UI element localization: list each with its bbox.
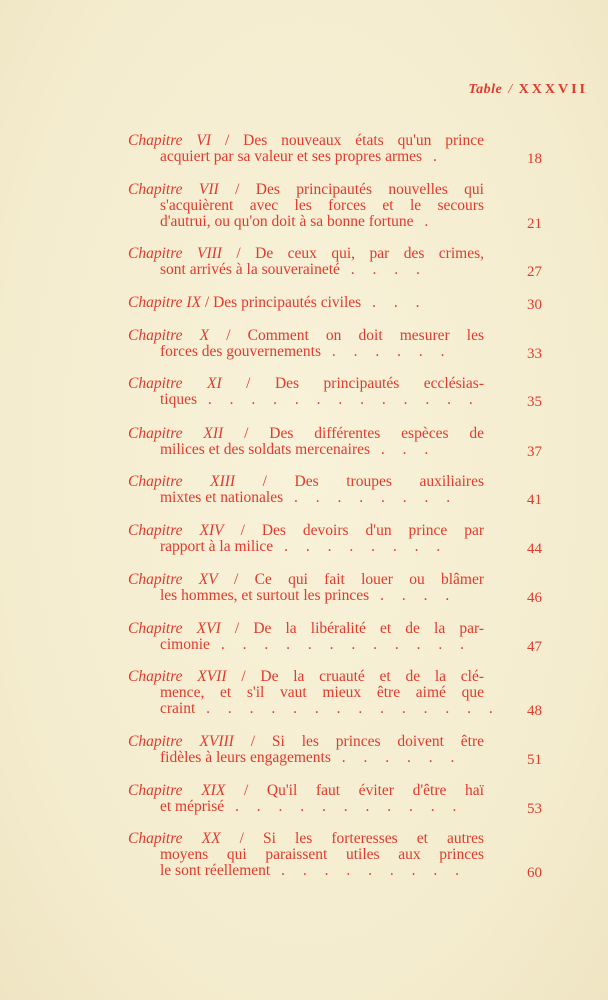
- page-number: 53: [527, 801, 542, 817]
- chapter-title-text: milices et des soldats mercenaires: [160, 441, 371, 458]
- chapter-separator: /: [233, 733, 272, 750]
- leader-dots: . . . . . .: [330, 749, 462, 766]
- header-slash: /: [508, 82, 513, 97]
- chapter-separator: /: [226, 668, 261, 685]
- chapter-label: Chapitre IX: [128, 294, 202, 311]
- page-number: 41: [527, 492, 542, 508]
- toc-entry-line: [160, 343, 484, 361]
- toc-entry-line: [160, 636, 484, 654]
- chapter-title-text: craint: [160, 700, 196, 717]
- chapter-title-text: le sont réellement: [160, 862, 271, 879]
- leader-dots: . . . . . . . . . . . .: [209, 636, 471, 653]
- leader-dots: . . . . . . . .: [273, 538, 448, 555]
- chapter-label: Chapitre XVII: [128, 668, 227, 685]
- leader-dots: .: [413, 213, 436, 230]
- toc-entry-line: [160, 587, 484, 605]
- chapter-title-text: Ce qui fait louer ou blâmer: [254, 571, 484, 588]
- chapter-title-text: acquiert par sa valeur et ses propres armes: [160, 148, 423, 165]
- chapter-title-text: Des nouveaux états qu'un prince: [243, 132, 484, 149]
- chapter-title-text: rapport à la milice: [160, 538, 274, 555]
- chapter-title-text: Des devoirs d'un prince par: [261, 522, 485, 539]
- leader-dots: . . .: [370, 441, 436, 458]
- chapter-title-text: Qu'il faut éviter d'être haï: [266, 782, 484, 799]
- chapter-title-text: mixtes et nationales: [160, 489, 284, 506]
- leader-dots: . . . .: [339, 261, 427, 278]
- chapter-title-text: mence, et s'il vaut mieux être aimé que: [160, 684, 484, 701]
- chapter-separator: /: [223, 425, 270, 442]
- leader-dots: . . . .: [369, 587, 457, 604]
- chapter-title-text: De la libéralité et de la par-: [253, 620, 484, 637]
- chapter-separator: /: [201, 294, 214, 311]
- chapter-title-text: tiques: [160, 391, 198, 408]
- page-number: 46: [527, 590, 542, 606]
- toc-entry-line: [160, 391, 484, 409]
- page-number: 33: [527, 346, 542, 362]
- chapter-title-text: Des principautés civiles: [213, 294, 362, 311]
- leader-dots: . . . . . .: [320, 343, 452, 360]
- toc-entry-line: [160, 538, 484, 556]
- chapter-label: Chapitre XVIII: [128, 733, 234, 750]
- chapter-separator: /: [211, 132, 244, 149]
- chapter-title-text: et méprisé: [160, 798, 225, 815]
- chapter-title-text: Comment on doit mesurer les: [247, 327, 484, 344]
- chapter-label: Chapitre VI: [128, 132, 212, 149]
- chapter-separator: /: [220, 830, 264, 847]
- chapter-title-text: Des principautés nouvelles qui: [255, 181, 484, 198]
- page-number: 35: [527, 394, 542, 410]
- page-number: 37: [527, 444, 542, 460]
- chapter-label: Chapitre XII: [128, 425, 224, 442]
- chapter-title-text: Si les forteresses et autres: [263, 830, 484, 847]
- leader-dots: . . . . . . . . .: [270, 862, 466, 879]
- toc-entry-line: [160, 261, 484, 279]
- header-table-word: Table: [468, 82, 503, 97]
- toc-entry-line: [160, 798, 484, 816]
- toc-entry-line: [160, 213, 484, 231]
- chapter-title-text: les hommes, et surtout les princes: [160, 587, 370, 604]
- chapter-separator: /: [221, 245, 256, 262]
- chapter-separator: /: [218, 181, 256, 198]
- chapter-label: Chapitre XX: [128, 830, 221, 847]
- page-number: 27: [527, 264, 542, 280]
- chapter-label: Chapitre XI: [128, 375, 222, 392]
- chapter-separator: /: [217, 571, 255, 588]
- leader-dots: . . . . . . . .: [283, 489, 458, 506]
- leader-dots: . . .: [361, 294, 427, 311]
- chapter-label: Chapitre XIII: [128, 473, 236, 490]
- chapter-separator: /: [225, 782, 267, 799]
- chapter-title-text: Des différentes espèces de: [269, 425, 484, 442]
- chapter-label: Chapitre XIV: [128, 522, 224, 539]
- chapter-title-text: Si les princes doivent être: [271, 733, 485, 750]
- toc-entry-line: [160, 862, 484, 880]
- page-number: 48: [527, 703, 542, 719]
- leader-dots: . . . . . . . . . . .: [224, 798, 464, 815]
- chapter-title-text: Des principautés ecclésias-: [274, 375, 484, 392]
- chapter-separator: /: [223, 522, 262, 539]
- chapter-title-text: fidèles à leurs engagements: [160, 749, 331, 766]
- chapter-label: Chapitre VIII: [128, 245, 222, 262]
- chapter-title-text: moyens qui paraissent utiles aux princes: [160, 846, 484, 863]
- toc-entry-line: [160, 700, 500, 718]
- toc-entry-line: [160, 148, 484, 166]
- chapter-label: Chapitre XIX: [128, 782, 226, 799]
- page-number: 30: [527, 297, 542, 313]
- toc-entry-line: [160, 441, 484, 459]
- chapter-label: Chapitre XVI: [128, 620, 221, 637]
- chapter-title-text: d'autrui, ou qu'on doit à sa bonne fortune: [160, 213, 414, 230]
- page-number: 44: [527, 541, 542, 557]
- leader-dots: . . . . . . . . . . . . .: [197, 391, 480, 408]
- chapter-separator: /: [209, 327, 248, 344]
- toc-entry-line: [128, 294, 484, 312]
- chapter-title-text: cimonie: [160, 636, 210, 653]
- chapter-title-text: De ceux qui, par des crimes,: [255, 245, 484, 262]
- page-number: 51: [527, 752, 542, 768]
- chapter-title-text: s'acquièrent avec les forces et le secours: [160, 197, 484, 214]
- chapter-label: Chapitre XV: [128, 571, 218, 588]
- header-page-number: XXXVII: [518, 82, 588, 97]
- chapter-title-text: Des troupes auxiliaires: [294, 473, 484, 490]
- chapter-title-text: forces des gouvernements: [160, 343, 321, 360]
- toc-entry-line: [160, 489, 484, 507]
- page-number: 60: [527, 865, 542, 881]
- chapter-title-text: sont arrivés à la souveraineté: [160, 261, 340, 278]
- page-number: 21: [527, 216, 542, 232]
- page-number: 18: [527, 151, 542, 167]
- chapter-label: Chapitre X: [128, 327, 210, 344]
- leader-dots: .: [422, 148, 444, 165]
- leader-dots: . . . . . . . . . . . . . .: [195, 700, 500, 717]
- chapter-separator: /: [220, 620, 254, 637]
- chapter-label: Chapitre VII: [128, 181, 219, 198]
- chapter-title-text: De la cruauté et de la clé-: [260, 668, 485, 685]
- chapter-separator: /: [235, 473, 295, 490]
- toc-entry-line: [160, 749, 484, 767]
- chapter-separator: /: [221, 375, 275, 392]
- page-number: 47: [527, 639, 542, 655]
